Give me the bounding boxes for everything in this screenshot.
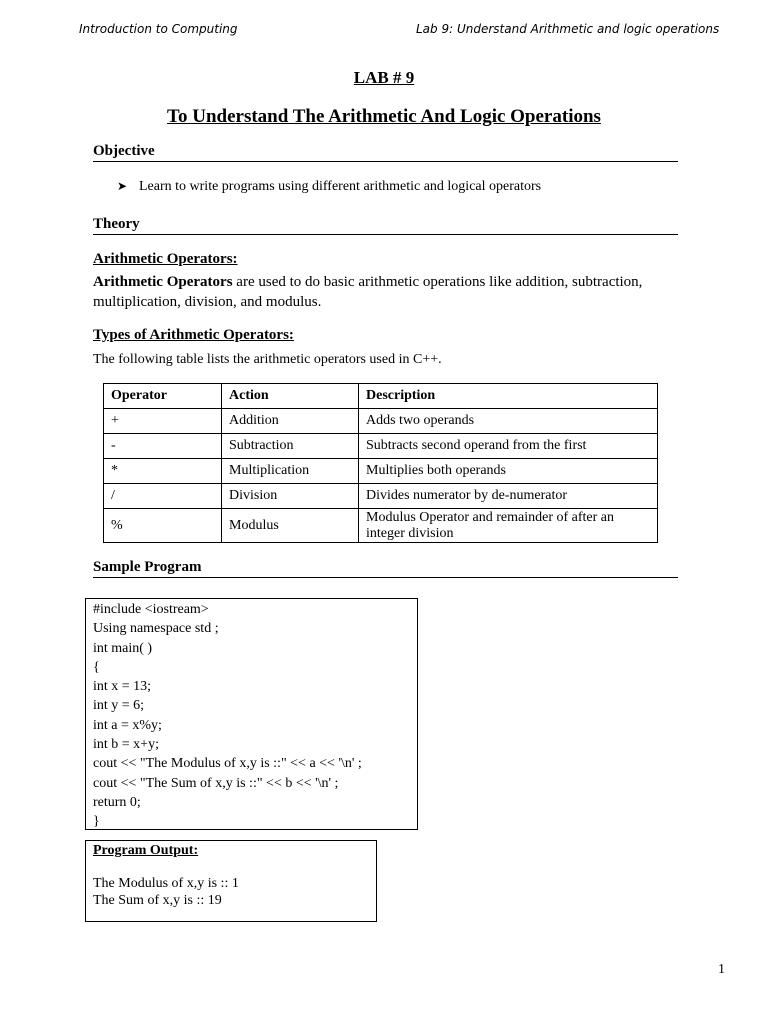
- table-cell: /: [104, 484, 222, 509]
- lab-title: LAB # 9: [353, 68, 415, 87]
- table-cell: Divides numerator by de-numerator: [359, 484, 658, 509]
- table-row: [104, 459, 658, 484]
- code-block: [85, 598, 418, 830]
- table-row: [104, 409, 658, 434]
- code-line: int b = x+y;: [93, 737, 159, 753]
- table-cell: +: [104, 409, 222, 434]
- header-course: Introduction to Computing: [79, 22, 238, 36]
- objective-bullet: [117, 179, 541, 195]
- code-line: {: [93, 659, 100, 675]
- table-row: [104, 509, 658, 543]
- table-cell: Addition: [222, 409, 359, 434]
- code-line: }: [93, 814, 100, 830]
- table-cell: *: [104, 459, 222, 484]
- code-line: #include <iostream>: [93, 602, 209, 617]
- table-cell: Subtracts second operand from the first: [359, 434, 658, 459]
- table-row: [104, 434, 658, 459]
- table-cell: %: [104, 509, 222, 543]
- program-output-heading: Program Output:: [93, 843, 199, 858]
- table-header-cell: Action: [222, 384, 359, 409]
- table-cell: Modulus Operator and remainder of after an integer division: [359, 509, 658, 543]
- code-line: int x = 13;: [93, 679, 152, 695]
- operators-table: [103, 383, 658, 543]
- objective-heading: Objective: [93, 143, 678, 162]
- code-line: Using namespace std ;: [93, 621, 219, 637]
- code-line: cout << "The Sum of x,y is ::" << b << '\n' ;: [93, 775, 339, 791]
- table-cell: Multiplication: [222, 459, 359, 484]
- arith-operators-paragraph: [93, 272, 683, 312]
- objective-bullet-text: Learn to write programs using different arithmetic and logical operators: [139, 179, 542, 194]
- table-cell: Adds two operands: [359, 409, 658, 434]
- code-line: return 0;: [93, 794, 141, 810]
- page-title: To Understand The Arithmetic And Logic Operations: [167, 106, 601, 127]
- table-header-row: [104, 384, 658, 409]
- table-cell: Subtraction: [222, 434, 359, 459]
- code-line: int main( ): [93, 640, 153, 656]
- program-output-box: [85, 840, 377, 922]
- arith-operators-term: Arithmetic Operators: [93, 274, 233, 290]
- code-line: int a = x%y;: [93, 717, 162, 733]
- code-line: int y = 6;: [93, 698, 145, 714]
- table-header-cell: Operator: [104, 384, 222, 409]
- arith-operators-desc: are used to do basic arithmetic operations like addition, subtraction, multiplication, division, and modulus.: [93, 274, 643, 310]
- arith-operators-heading: Arithmetic Operators:: [93, 251, 238, 267]
- table-cell: Modulus: [222, 509, 359, 543]
- page-number: 1: [718, 962, 725, 977]
- table-cell: -: [104, 434, 222, 459]
- types-text: The following table lists the arithmetic operators used in C++.: [93, 352, 442, 367]
- sample-program-heading: Sample Program: [93, 559, 678, 578]
- table-header-cell: Description: [359, 384, 658, 409]
- output-line: The Sum of x,y is :: 19: [93, 893, 222, 908]
- table-cell: Multiplies both operands: [359, 459, 658, 484]
- table-cell: Division: [222, 484, 359, 509]
- types-heading: Types of Arithmetic Operators:: [93, 327, 294, 343]
- header-lab: Lab 9: Understand Arithmetic and logic operations: [416, 22, 720, 36]
- arrow-bullet-icon: ➤: [117, 179, 128, 193]
- code-line: cout << "The Modulus of x,y is ::" << a << '\n' ;: [93, 756, 362, 772]
- output-line: The Modulus of x,y is :: 1: [93, 876, 239, 891]
- table-row: [104, 484, 658, 509]
- theory-heading: Theory: [93, 216, 678, 235]
